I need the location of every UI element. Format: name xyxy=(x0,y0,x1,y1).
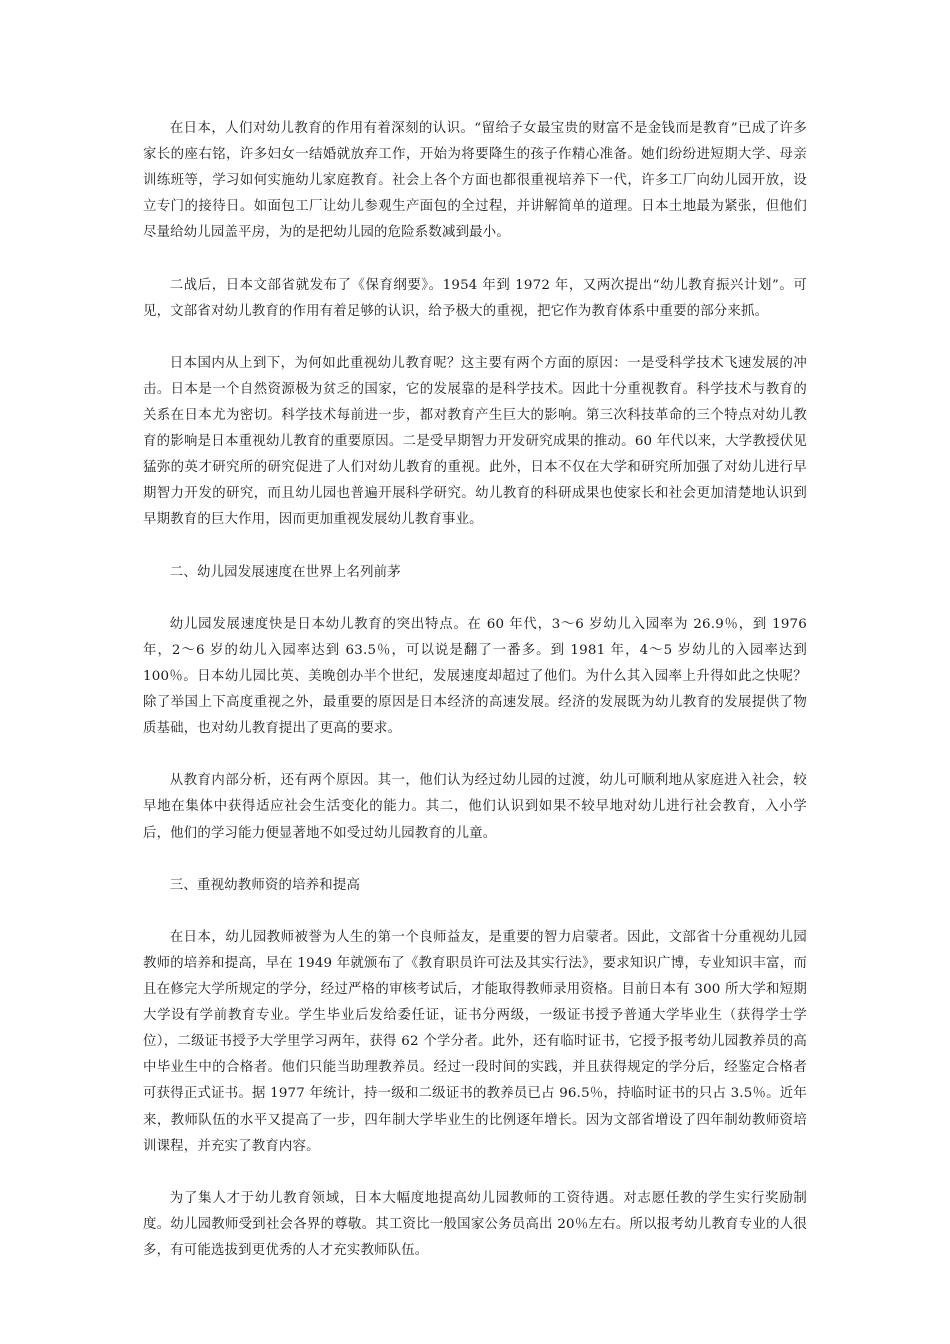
paragraph-teacher-training: 在日本，幼儿园教师被誉为人生的第一个良师益友，是重要的智力启蒙者。因此，文部省十分重视幼儿园教师的培养和提高，早在 1949 年就颁布了《教育职员许可法及其实行法》，要求知识广博，专业知识丰富，而且在修完大学所规定的学分，经过严格的审核考试后，才能取得教师录用资格。目前日本有 300 所大学和短期大学设有学前教育专业。学生毕业后发给委任证，证书分两级，一级证书授予普通大学毕业生（获得学士学位），二级证书授予大学里学习两年，获得 62 个学分者。此外，还有临时证书，它授予报考幼儿园教养员的高中毕业生中的合格者。他们只能当助理教养员。经过一段时间的实践，并且获得规定的学分后，经鉴定合格者可获得正式证书。据 1977 年统计，持一级和二级证书的教养员已占 96.5％，持临时证书的只占 3.5％。近年来，教师队伍的水平又提高了一步，四年制大学毕业生的比例逐年增长。因为文部省增设了四年制幼教师资培训课程，并充实了教育内容。 xyxy=(143,929,807,1154)
paragraph-internal-analysis: 从教育内部分析，还有两个原因。其一，他们认为经过幼儿园的过渡，幼儿可顺利地从家庭进入社会，较早地在集体中获得适应社会生活变化的能力。其二，他们认识到如果不较早地对幼儿进行社会教育，入小学后，他们的学习能力便显著地不如受过幼儿园教育的儿童。 xyxy=(143,773,807,841)
paragraph-development-speed: 幼儿园发展速度快是日本幼儿教育的突出特点。在 60 年代，3～6 岁幼儿入园率为 26.9％，到 1976 年，2～6 岁的幼儿入园率达到 63.5％，可以说是翻了一番多。到 1981 年，4～5 岁幼儿的入园率达到 100％。日本幼儿园比英、美晚创办半个世纪，发展速度却超过了他们。为什么其入园率上升得如此之快呢？除了举国上下高度重视之外，最重要的原因是日本经济的高速发展。经济的发展既为幼儿教育的发展提供了物质基础，也对幼儿教育提出了更高的要求。 xyxy=(143,616,807,737)
paragraph-postwar-policy: 二战后，日本文部省就发布了《保育纲要》。1954 年到 1972 年，又两次提出“幼儿教育振兴计划”。可见，文部省对幼儿教育的作用有着足够的认识，给予极大的重视，把它作为教育体系中重要的部分来抓。 xyxy=(143,277,807,319)
paragraph-teacher-salary: 为了集人才于幼儿教育领域，日本大幅度地提高幼儿园教师的工资待遇。对志愿任教的学生实行奖励制度。幼儿园教师受到社会各界的尊敬。其工资比一般国家公务员高出 20％左右。所以报考幼儿教育专业的人很多，有可能选拔到更优秀的人才充实教师队伍。 xyxy=(143,1190,807,1259)
paragraph-importance-of-early-education: 在日本，人们对幼儿教育的作用有着深刻的认识。“留给子女最宝贵的财富不是金钱而是教育”已成了许多家长的座右铭，许多妇女一结婚就放弃工作，开始为将要降生的孩子作精心准备。她们纷纷进短期大学、母亲训练班等，学习如何实施幼儿家庭教育。社会上各个方面也都很重视培养下一代，许多工厂向幼儿园开放，设立专门的接待日。如面包工厂让幼儿参观生产面包的全过程，并讲解简单的道理。日本土地最为紧张，但他们尽量给幼儿园盖平房，为的是把幼儿园的危险系数减到最小。 xyxy=(143,121,807,241)
section-heading-2: 二、幼儿园发展速度在世界上名列前茅 xyxy=(169,564,401,580)
paragraph-reasons: 日本国内从上到下，为何如此重视幼儿教育呢？这主要有两个方面的原因：一是受科学技术飞速发展的冲击。日本是一个自然资源极为贫乏的国家，它的发展靠的是科学技术。因此十分重视教育。科学技术与教育的关系在日本尤为密切。科学技术每前进一步，都对教育产生巨大的影响。第三次科技革命的三个特点对幼儿教育的影响是日本重视幼儿教育的重要原因。二是受早期智力开发研究成果的推动。60 年代以来，大学教授伏见猛弥的英才研究所的研究促进了人们对幼儿教育的重视。此外，日本不仅在大学和研究所加强了对幼儿进行早期智力开发的研究，而且幼儿园也普遍开展科学研究。幼儿教育的科研成果也使家长和社会更加清楚地认识到早期教育的巨大作用，因而更加重视发展幼儿教育事业。 xyxy=(143,355,807,528)
document-body xyxy=(143,116,807,1290)
section-heading-3: 三、重视幼教师资的培养和提高 xyxy=(169,877,361,893)
